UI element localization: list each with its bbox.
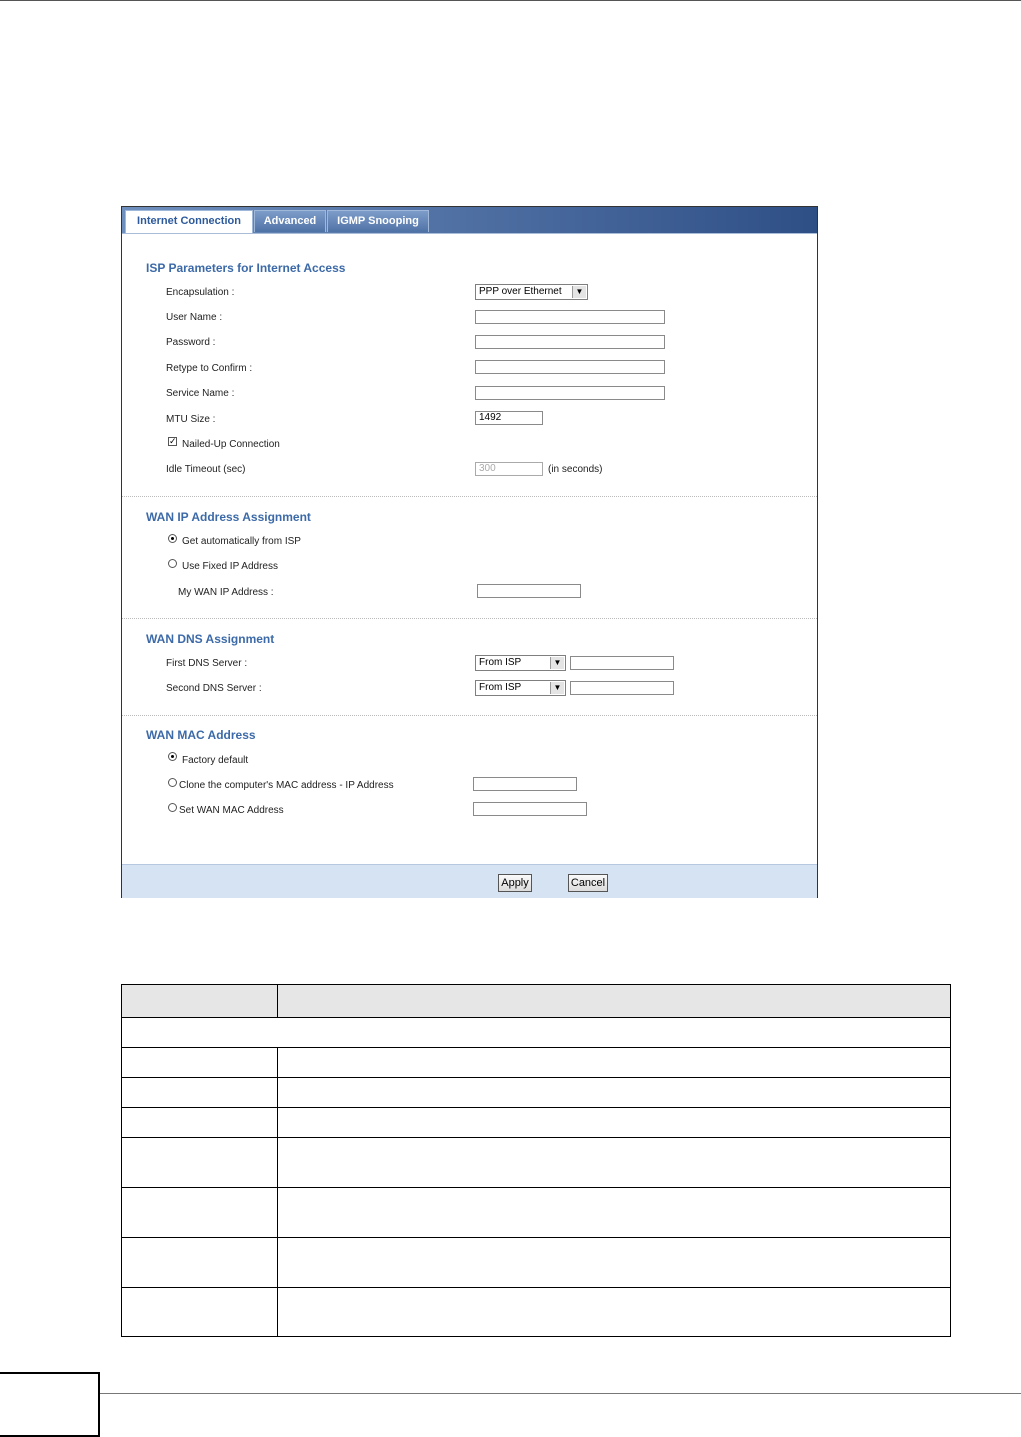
- section-divider: [122, 715, 817, 716]
- cancel-button[interactable]: Cancel: [568, 874, 608, 892]
- tab-internet-connection[interactable]: Internet Connection: [125, 210, 253, 234]
- table-cell: [278, 1238, 951, 1288]
- table-cell: [278, 1188, 951, 1238]
- username-label: User Name :: [166, 312, 223, 323]
- section-divider: [122, 618, 817, 619]
- second-dns-value: From ISP: [479, 682, 522, 693]
- set-wan-mac-label: Set WAN MAC Address: [179, 805, 284, 816]
- wan-mac-section-title: WAN MAC Address: [146, 728, 256, 742]
- form-content: [122, 233, 817, 865]
- table-row: [122, 1078, 951, 1108]
- wan-dns-section-title: WAN DNS Assignment: [146, 632, 275, 646]
- table-row: [122, 1188, 951, 1238]
- table-row: [122, 1108, 951, 1138]
- my-wan-ip-input[interactable]: [477, 584, 581, 598]
- chevron-down-icon: ▼: [572, 286, 586, 298]
- second-dns-label: Second DNS Server :: [166, 683, 262, 694]
- password-input[interactable]: [475, 335, 665, 349]
- nailed-up-checkbox[interactable]: ✓: [169, 436, 177, 446]
- table-cell: [122, 1048, 278, 1078]
- page-top-rule: [0, 0, 1021, 1]
- first-dns-input[interactable]: [570, 656, 674, 670]
- service-name-label: Service Name :: [166, 388, 235, 399]
- encapsulation-select[interactable]: [475, 284, 588, 300]
- button-bar: [122, 864, 817, 898]
- isp-section-title: ISP Parameters for Internet Access: [146, 261, 346, 275]
- internet-connection-screen: [121, 206, 818, 898]
- table-row: [122, 1018, 951, 1048]
- clone-mac-radio[interactable]: [168, 778, 177, 787]
- chevron-down-icon: ▼: [550, 657, 564, 669]
- table-row: [122, 1288, 951, 1337]
- tab-igmp-snooping[interactable]: IGMP Snooping: [327, 210, 429, 232]
- my-wan-ip-label: My WAN IP Address :: [178, 587, 274, 598]
- page-number-box: [0, 1372, 100, 1437]
- retype-label: Retype to Confirm :: [166, 363, 253, 374]
- use-fixed-ip-radio[interactable]: [168, 559, 177, 568]
- retype-password-input[interactable]: [475, 360, 665, 374]
- use-fixed-ip-label: Use Fixed IP Address: [182, 561, 278, 572]
- table-row: [122, 1138, 951, 1188]
- mtu-input[interactable]: 1492: [475, 411, 543, 425]
- first-dns-label: First DNS Server :: [166, 658, 248, 669]
- set-wan-mac-radio[interactable]: [168, 803, 177, 812]
- tab-bar: [122, 207, 817, 233]
- encapsulation-label: Encapsulation :: [166, 287, 235, 298]
- nailed-up-label: Nailed-Up Connection: [182, 439, 280, 450]
- tab-advanced[interactable]: Advanced: [254, 210, 326, 232]
- password-label: Password :: [166, 337, 216, 348]
- encapsulation-value: PPP over Ethernet: [479, 286, 562, 297]
- table-cell: [122, 1138, 278, 1188]
- first-dns-select[interactable]: [475, 655, 566, 671]
- factory-default-radio[interactable]: [168, 752, 177, 761]
- table-cell: [122, 1018, 951, 1048]
- table-header-cell: [278, 985, 951, 1018]
- section-divider: [122, 496, 817, 497]
- table-header-cell: [122, 985, 278, 1018]
- username-input[interactable]: [475, 310, 665, 324]
- wan-mac-input[interactable]: [473, 802, 587, 816]
- second-dns-select[interactable]: [475, 680, 566, 696]
- table-row: [122, 1238, 951, 1288]
- mtu-label: MTU Size :: [166, 414, 216, 425]
- table-cell: [278, 1048, 951, 1078]
- chevron-down-icon: ▼: [550, 682, 564, 694]
- wan-ip-section-title: WAN IP Address Assignment: [146, 510, 311, 524]
- get-automatically-radio[interactable]: [168, 534, 177, 543]
- table-cell: [278, 1078, 951, 1108]
- idle-timeout-label: Idle Timeout (sec): [166, 464, 246, 475]
- service-name-input[interactable]: [475, 386, 665, 400]
- clone-ip-input[interactable]: [473, 777, 577, 791]
- clone-mac-label: Clone the computer's MAC address - IP Address: [179, 780, 394, 791]
- footer-rule: [100, 1393, 1021, 1394]
- table-cell: [122, 1078, 278, 1108]
- get-automatically-label: Get automatically from ISP: [182, 536, 301, 547]
- apply-button[interactable]: Apply: [498, 874, 532, 892]
- table-cell: [122, 1108, 278, 1138]
- table-cell: [278, 1138, 951, 1188]
- idle-timeout-input[interactable]: 300: [475, 462, 543, 476]
- table-cell: [278, 1108, 951, 1138]
- first-dns-value: From ISP: [479, 657, 522, 668]
- table-header-row: [122, 985, 951, 1018]
- table-cell: [278, 1288, 951, 1337]
- factory-default-label: Factory default: [182, 755, 249, 766]
- table-cell: [122, 1188, 278, 1238]
- idle-timeout-unit: (in seconds): [548, 464, 603, 475]
- table-cell: [122, 1238, 278, 1288]
- table-cell: [122, 1288, 278, 1337]
- second-dns-input[interactable]: [570, 681, 674, 695]
- field-description-table: [121, 984, 951, 1337]
- table-row: [122, 1048, 951, 1078]
